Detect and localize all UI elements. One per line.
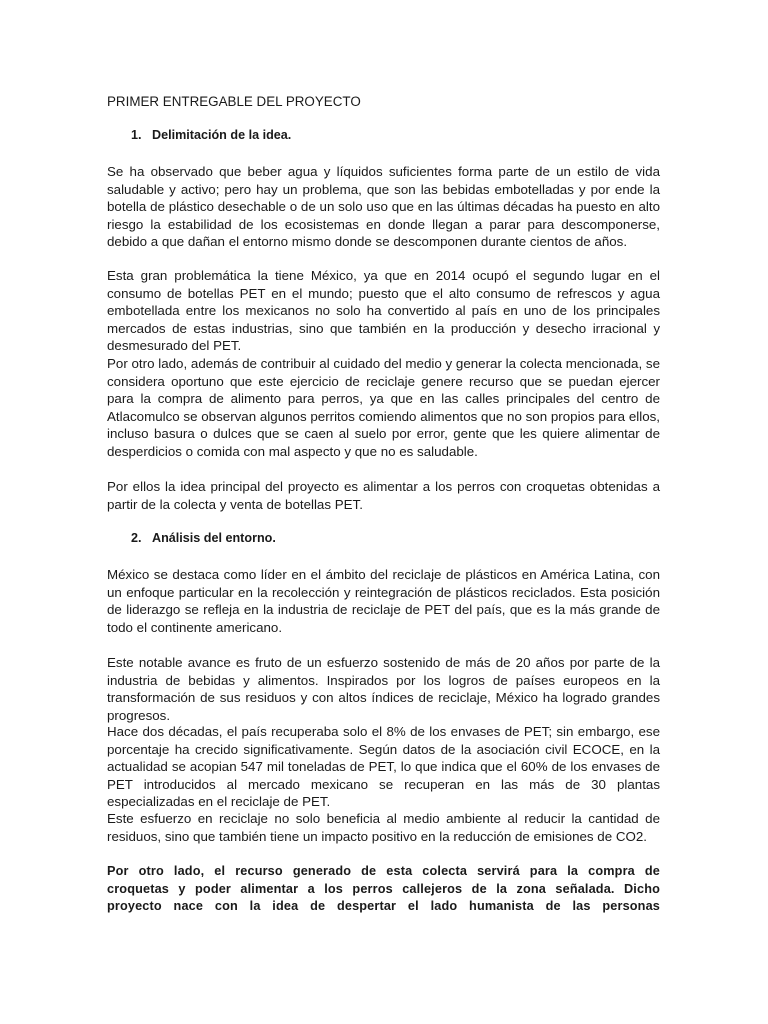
section-heading-text: Análisis del entorno. xyxy=(152,531,276,545)
bold-paragraph: Por otro lado, el recurso generado de esta colecta servirá para la compra de croquetas y poder alimentar a los perros callejeros de la zona señalada. Dicho proyecto nace con la idea de despertar el lado humanista de las personas xyxy=(107,864,660,913)
paragraph: Por ellos la idea principal del proyecto es alimentar a los perros con croquetas obtenidas a partir de la colecta y venta de botellas PET. xyxy=(107,479,660,512)
section-heading-1 xyxy=(131,127,291,144)
paragraph: México se destaca como líder en el ámbito del reciclaje de plásticos en América Latina, con un enfoque particular en la recolección y reintegración de plásticos reciclados. Esta posición de liderazgo se refleja en la industria de reciclaje de PET del país, que es la más grande de todo el continente americano. xyxy=(107,567,660,635)
paragraph: Hace dos décadas, el país recuperaba solo el 8% de los envases de PET; sin embargo, ese porcentaje ha crecido significativamente. Según datos de la asociación civil ECOCE, en la actualidad se acopian 547 mil toneladas de PET, lo que indica que el 60% de los envases de PET introducidos al mercado mexicano se recuperan en las más de 30 plantas especializadas en el reciclaje de PET. xyxy=(107,724,660,809)
paragraph: Se ha observado que beber agua y líquidos suficientes forma parte de un estilo de vida saludable y activo; pero hay un problema, que son las bebidas embotelladas y por ende la botella de plástico desechable o de un solo uso que en las últimas décadas ha puesto en alto riesgo la estabilidad de los ecosistemas en donde llegan a parar para descomponerse, debido a que dañan el entorno mismo donde se descomponen durante cientos de años. xyxy=(107,164,660,249)
section-heading-2 xyxy=(131,530,276,547)
section-heading-text: Delimitación de la idea. xyxy=(152,128,292,142)
paragraph: Este esfuerzo en reciclaje no solo beneficia al medio ambiente al reducir la cantidad de residuos, sino que también tiene un impacto positivo en la reducción de emisiones de CO2. xyxy=(107,811,660,844)
document-title: PRIMER ENTREGABLE DEL PROYECTO xyxy=(107,94,361,109)
paragraph: Esta gran problemática la tiene México, ya que en 2014 ocupó el segundo lugar en el consumo de botellas PET en el mundo; puesto que el alto consumo de refrescos y agua embotellada entre los mexicanos no solo ha convertido al país en uno de los principales mercados de estas industrias, sino que también en la producción y desecho irracional y desmesurado del PET. xyxy=(107,268,660,353)
paragraph: Por otro lado, además de contribuir al cuidado del medio y generar la colecta mencionada, se considera oportuno que este ejercicio de reciclaje genere recurso que se puedan ejercer para la compra de alimento para perros, ya que en las calles principales del centro de Atlacomulco se observan algunos perritos comiendo alimentos que no son propios para ellos, incluso basura o dulces que se caen al suelo por error, gente que les quiere alimentar de desperdicios o comida con mal aspecto y que no es saludable. xyxy=(107,356,660,459)
document-page xyxy=(107,0,660,1024)
paragraph: Este notable avance es fruto de un esfuerzo sostenido de más de 20 años por parte de la industria de bebidas y alimentos. Inspirados por los logros de países europeos en la transformación de sus residuos y con altos índices de reciclaje, México ha logrado grandes progresos. xyxy=(107,655,660,723)
section-number: 2. xyxy=(131,531,142,545)
section-number: 1. xyxy=(131,128,142,142)
